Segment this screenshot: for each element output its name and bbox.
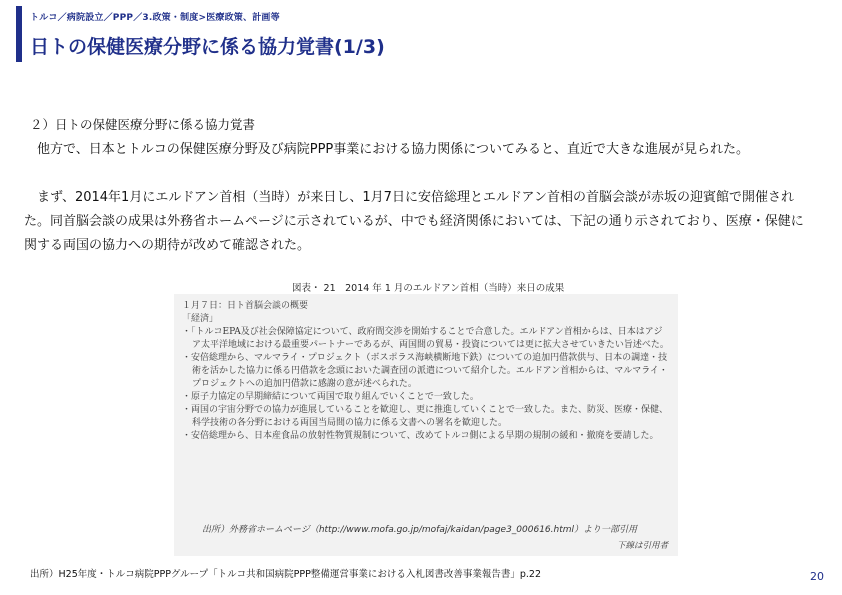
title-accent-bar xyxy=(16,6,22,62)
figure-caption: 図表・ 21 2014 年 1 月のエルドアン首相（当時）来日の成果 xyxy=(292,283,565,294)
page-title: 日トの保健医療分野に係る協力覚書(1/3) xyxy=(30,36,385,58)
figure-source: 出所）外務省ホームページ（http://www.mofa.go.jp/mofaj/kaidan/page3_000616.html）より一部引用 xyxy=(202,525,638,535)
figure-item: ・原子力協定の早期締結について両国で取り組んでいくことで一致した。 xyxy=(182,392,479,402)
figure-text-block xyxy=(182,300,670,550)
figure-item: ・安倍総理から、日本産食品の放射性物質規制について、改めてトルコ側による早期の規制の緩和・撤廃を要請した。 xyxy=(182,431,659,441)
figure-image xyxy=(174,294,678,556)
footer-source: 出所）H25年度・トルコ病院PPPグループ「トルコ共和国病院PPP整備運営事業における入札図書改善事業報告書」p.22 xyxy=(30,569,541,580)
figure-category: 「経済」 xyxy=(182,314,219,324)
figure-date-line: １月７日：日ト首脳会談の概要 xyxy=(182,301,309,311)
page-number: 20 xyxy=(810,570,824,583)
figure-item: ・「トルコEPA及び社会保障協定について、政府間交渉を開始することで合意した。エルドアン首相からは、日本はアジア太平洋地域における最重要パートナーであるが、両国間の貿易・投資については更に拡大させていきたい旨述べた。 xyxy=(182,327,669,350)
body-paragraph-1: 他方で、日本とトルコの保健医療分野及び病院PPP事業における協力関係についてみると、直近で大きな進展が見られた。 xyxy=(24,142,749,157)
figure-note: 下線は引用者 xyxy=(616,541,668,551)
body-paragraph-2: まず、2014年1月にエルドアン首相（当時）が来日し、1月7日に安倍総理とエルドアン首相の首脳会談が赤坂の迎賓館で開催された。同首脳会談の成果は外務省ホームページに示されているが、中でも経済関係においては、下記の通り示されており、医療・保健に関する両国の協力への期待が改めて確認された。 xyxy=(24,190,804,253)
figure-item: ・両国の宇宙分野での協力が進展していることを歓迎し、更に推進していくことで一致した。また、防災、医療・保健、科学技術の各分野における両国当局間の協力に係る文書への署名を歓迎した。 xyxy=(182,405,669,428)
figure-item: ・安倍総理から、マルマライ・プロジェクト（ボスポラス海峡横断地下鉄）についての追加円借款供与、日本の調達・技術を活かした協力に係る円借款を念頭においた調査団の派遣について紹介した。エルドアン首相からは、マルマライ・プロジェクトへの追加円借款に感謝の意が述べられた。 xyxy=(182,353,668,389)
section-heading: ２）日トの保健医療分野に係る協力覚書 xyxy=(30,117,256,132)
breadcrumb: トルコ／病院設立／PPP／3.政策・制度>医療政策、計画等 xyxy=(30,13,280,23)
